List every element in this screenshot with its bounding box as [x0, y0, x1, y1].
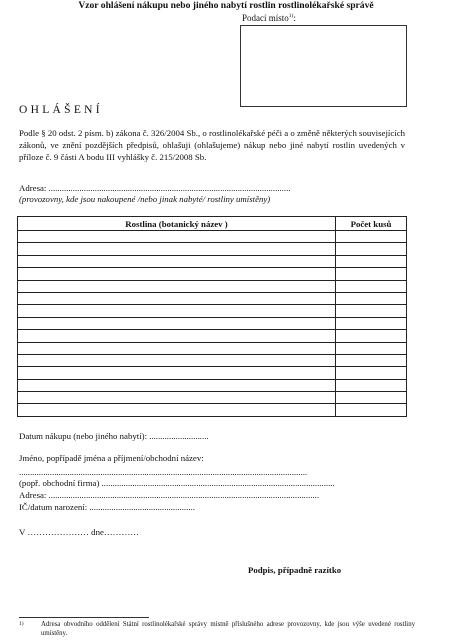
footnote-text: Adresa obvodního oddělení Státní rostlinolékařské správy místně příslušného adrese provozovny, kde jsou výše uvedené rostliny umístěny. [41, 621, 415, 637]
plant-count-cell[interactable] [336, 255, 407, 267]
table-header-row [18, 217, 407, 231]
purchase-date-line: Datum nákupu (nebo jiného nabytí): ........................... [19, 431, 209, 441]
plant-column-header: Rostlina (botanický název ) [18, 217, 336, 231]
plant-name-cell[interactable] [18, 342, 336, 354]
place-date-line: V ………………… dne………… [19, 527, 140, 537]
address-hint: (provozovny, kde jsou nakoupené /nebo jinak nabyté/ rostliny umístěny) [19, 194, 271, 204]
table-row [18, 280, 407, 292]
document-title: Vzor ohlášení nákupu nebo jiného nabytí rostlin rostlinolékařské správě [78, 0, 374, 11]
plant-name-cell[interactable] [18, 392, 336, 404]
filing-place-colon: : [293, 13, 296, 23]
plant-name-cell[interactable] [18, 268, 336, 280]
table-row [18, 404, 407, 416]
table-row [18, 317, 407, 329]
table-row [18, 305, 407, 317]
plant-name-cell[interactable] [18, 354, 336, 366]
table-row [18, 392, 407, 404]
footnote-divider [19, 617, 149, 618]
plant-count-cell[interactable] [336, 342, 407, 354]
plant-count-cell[interactable] [336, 392, 407, 404]
plant-name-cell[interactable] [18, 305, 336, 317]
plant-count-cell[interactable] [336, 305, 407, 317]
plants-table [17, 216, 407, 417]
plant-count-cell[interactable] [336, 280, 407, 292]
plant-count-cell[interactable] [336, 231, 407, 243]
plant-count-cell[interactable] [336, 330, 407, 342]
table-row [18, 379, 407, 391]
signature-label: Podpis, případně razítko [248, 565, 342, 575]
filing-place-text: Podací místo [242, 13, 289, 23]
table-row [18, 243, 407, 255]
plant-count-cell[interactable] [336, 379, 407, 391]
plant-count-cell[interactable] [336, 317, 407, 329]
plant-count-cell[interactable] [336, 268, 407, 280]
plants-table-body [18, 231, 407, 417]
plant-count-cell[interactable] [336, 354, 407, 366]
plant-name-cell[interactable] [18, 404, 336, 416]
plant-name-cell[interactable] [18, 317, 336, 329]
plant-name-cell[interactable] [18, 243, 336, 255]
plant-name-cell[interactable] [18, 379, 336, 391]
plant-count-cell[interactable] [336, 367, 407, 379]
name-label: Jméno, popřípadě jména a příjmení/obchodní název: [19, 453, 204, 463]
table-row [18, 255, 407, 267]
plant-count-cell[interactable] [336, 404, 407, 416]
plant-count-cell[interactable] [336, 292, 407, 304]
plant-name-cell[interactable] [18, 231, 336, 243]
company-line: (popř. obchodní firma) .......................................................................................................... [19, 478, 335, 488]
table-row [18, 330, 407, 342]
plant-count-cell[interactable] [336, 243, 407, 255]
filing-place-box [240, 25, 407, 107]
plant-name-cell[interactable] [18, 292, 336, 304]
plant-name-cell[interactable] [18, 255, 336, 267]
footnote-ref: 1) [288, 13, 294, 19]
name-dots-line: ................................................................................................................................... [19, 467, 308, 477]
form-heading: OHLÁŠENÍ [19, 104, 103, 116]
table-row [18, 268, 407, 280]
intro-paragraph: Podle § 20 odst. 2 písm. b) zákona č. 326/2004 Sb., o rostlinolékařské péči a o změně některých souvisejících zákonů, ve znění pozdějších předpisů, ohlašuji (ohlašujeme) nákup nebo jiné nabytí rostlin uvedených v příloze č. 9 části A bodu III vyhlášky č. 215/2008 Sb. [19, 128, 405, 162]
table-row [18, 342, 407, 354]
table-row [18, 292, 407, 304]
table-row [18, 367, 407, 379]
id-date-line: IČ/datum narození: ................................................ [19, 502, 195, 512]
filing-place-label [242, 13, 296, 23]
address2-line: Adresa: ........................................................................................................................... [19, 490, 320, 500]
table-row [18, 354, 407, 366]
plant-name-cell[interactable] [18, 367, 336, 379]
address-line: Adresa: .............................................................................................................. [19, 183, 291, 193]
plant-name-cell[interactable] [18, 330, 336, 342]
table-row [18, 231, 407, 243]
count-column-header: Počet kusů [336, 217, 407, 231]
footnote-number: 1) [19, 621, 24, 627]
plant-name-cell[interactable] [18, 280, 336, 292]
